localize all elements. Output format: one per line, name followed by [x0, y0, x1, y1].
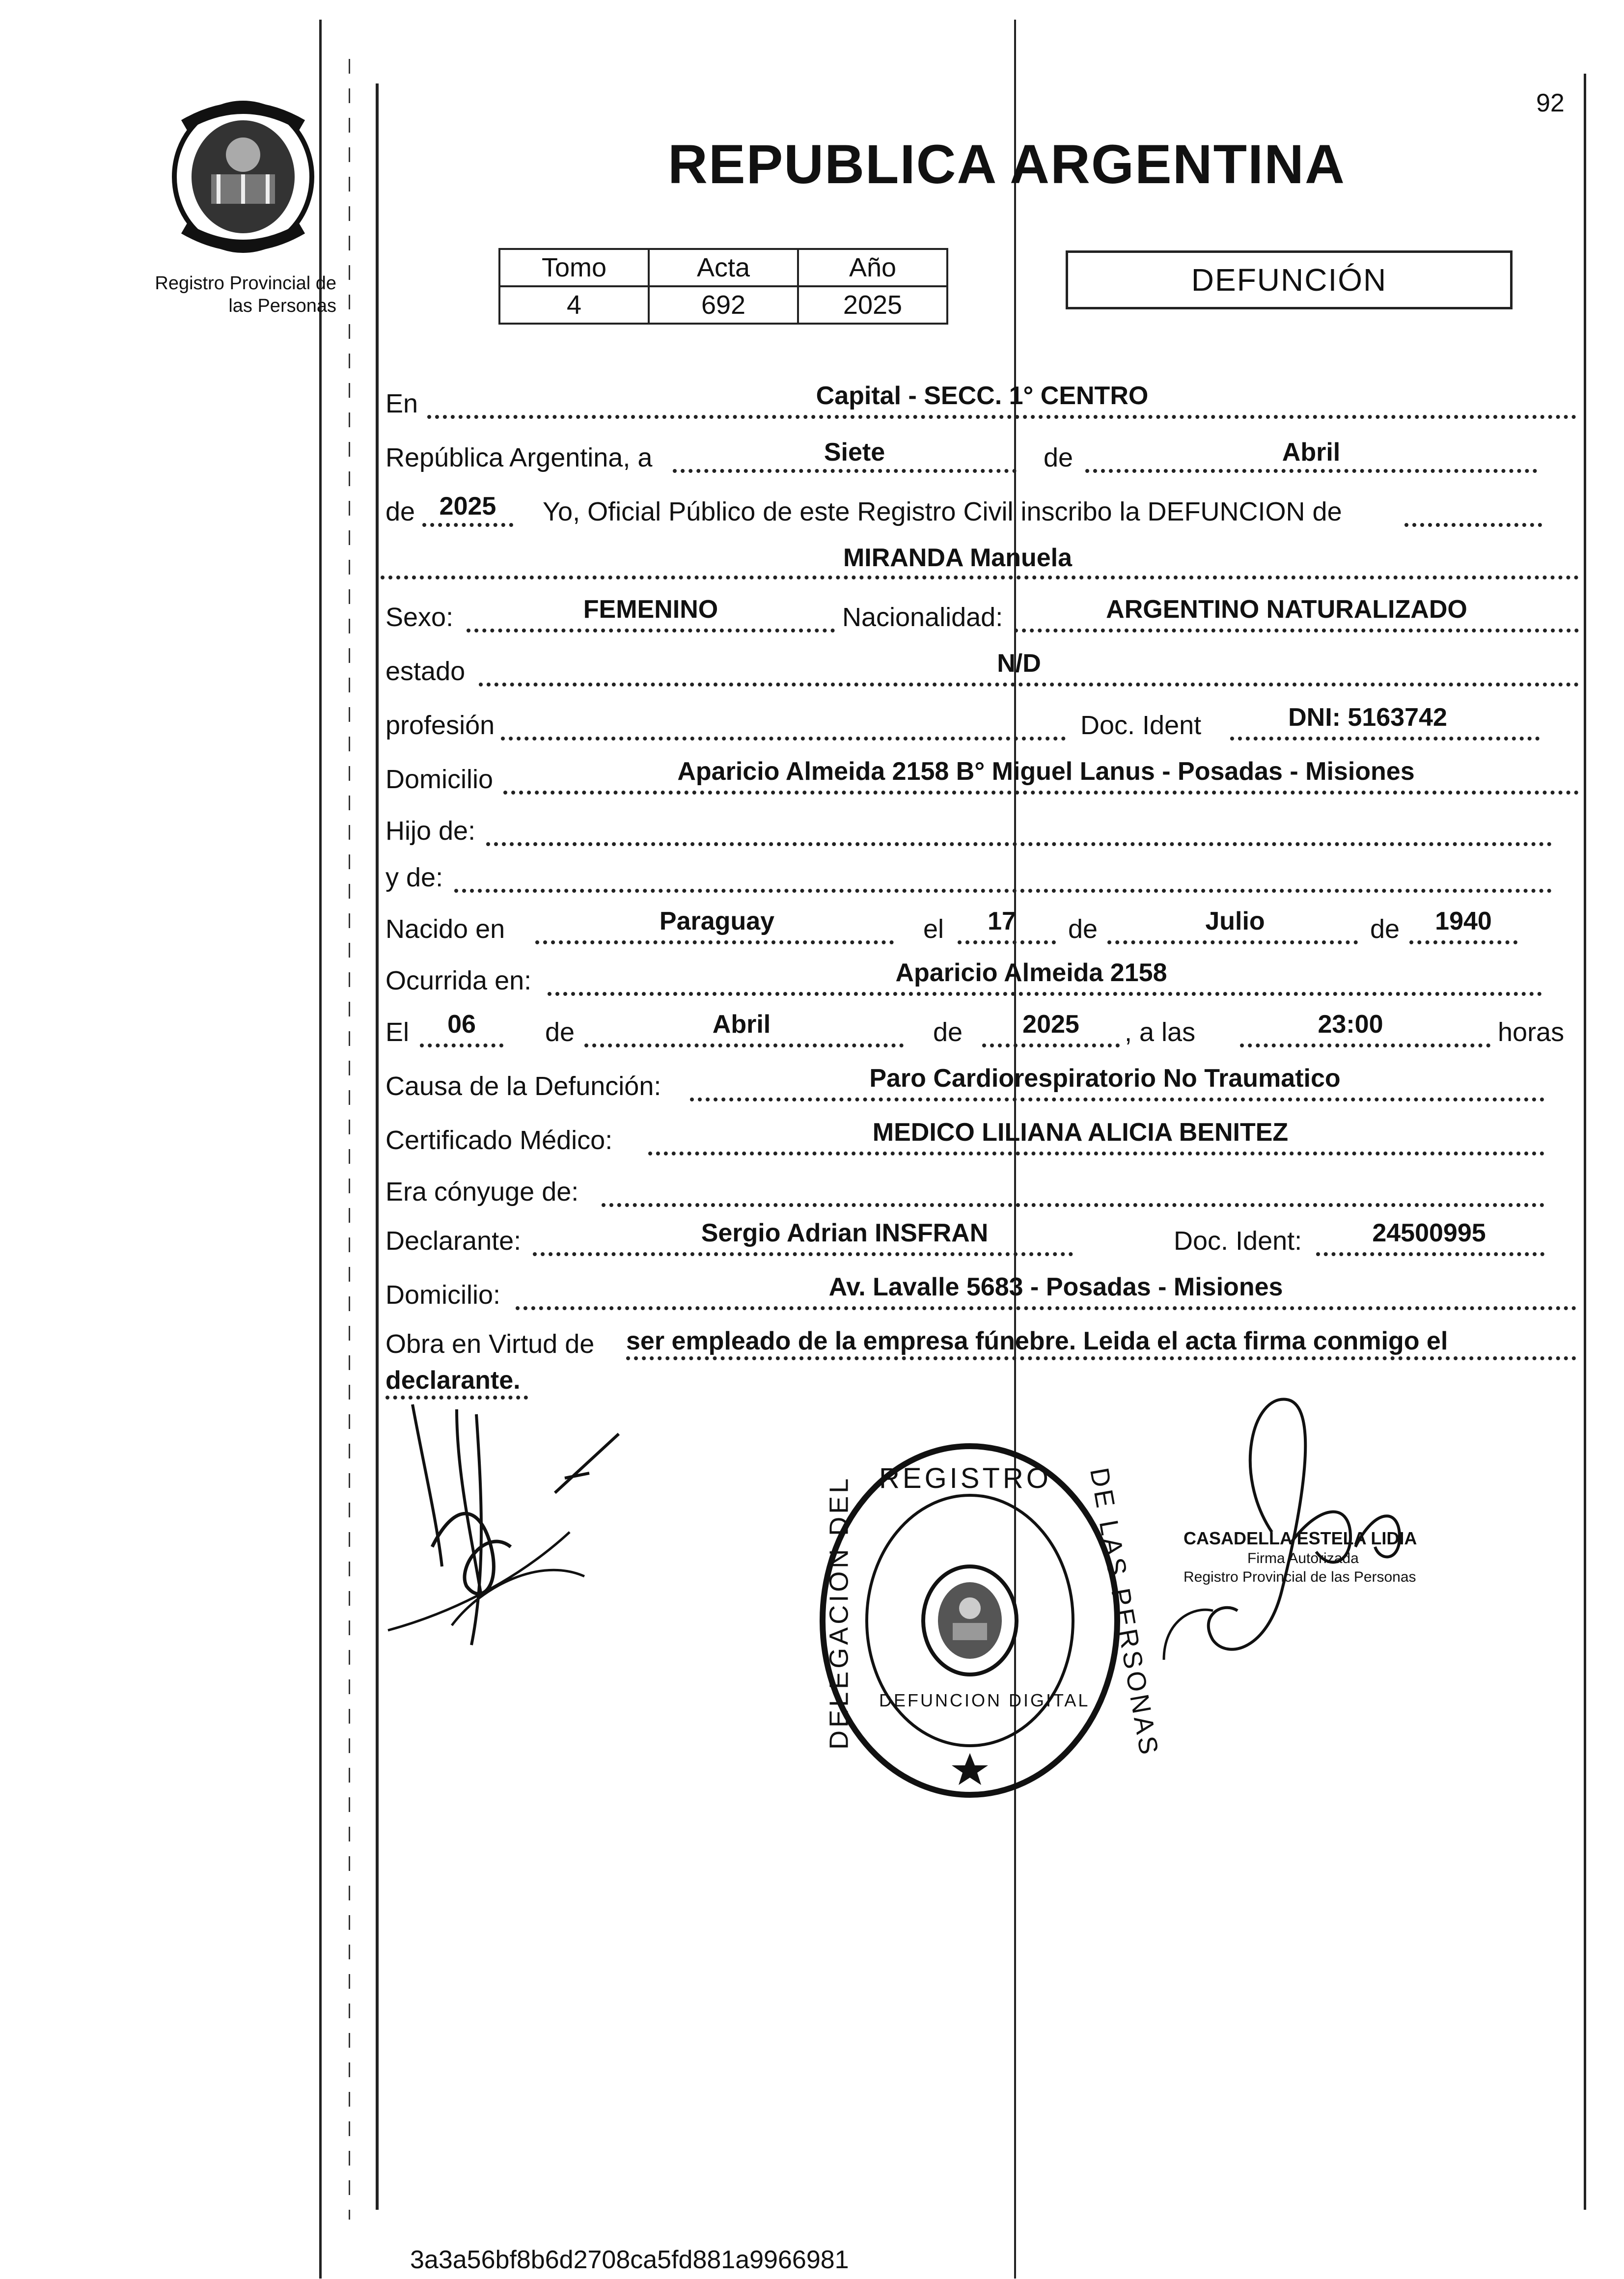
- fecha-def-label: El: [385, 1017, 410, 1047]
- nacido-year: 1940: [1435, 907, 1492, 935]
- certificado-label: Certificado Médico:: [385, 1126, 613, 1155]
- nacido-label: Nacido en: [385, 914, 505, 944]
- obra-cont: declarante.: [385, 1366, 521, 1395]
- domicilio-line: [503, 791, 1579, 795]
- official-stamp-name: CASADELLA ESTELA LIDIA: [1184, 1528, 1417, 1548]
- nombre-line: [381, 576, 1579, 579]
- conyuge-label: Era cónyuge de:: [385, 1177, 579, 1207]
- declarante-line: [533, 1252, 1073, 1256]
- hijo-de-label: Hijo de:: [385, 816, 476, 846]
- seal-bottom-text: DEFUNCION DIGITAL: [879, 1690, 1090, 1710]
- anio-value: 2025: [439, 492, 496, 521]
- profesion-label: profesión: [385, 711, 495, 740]
- obra-line: [626, 1356, 1576, 1360]
- fecha-de-label: de: [1044, 443, 1073, 472]
- nacido-el-label: el: [923, 914, 944, 944]
- seal-right-text: DE LAS PERSONAS: [1084, 1465, 1164, 1759]
- profesion-line: [501, 737, 1066, 741]
- domicilio-decl-label: Domicilio:: [385, 1280, 501, 1310]
- record-header-acta: Acta: [649, 249, 798, 286]
- record-value-anio: 2025: [798, 286, 947, 324]
- nacido-day-line: [958, 940, 1056, 944]
- fecha-def-de-label2: de: [933, 1017, 963, 1047]
- anio-trailing-line: [1404, 523, 1542, 527]
- record-type-box: [1066, 250, 1513, 309]
- doc-ident-line: [1230, 737, 1540, 741]
- hijo-de-line: [486, 842, 1552, 846]
- record-value-acta: 692: [649, 286, 798, 324]
- official-stamp-office: Registro Provincial de las Personas: [1184, 1568, 1416, 1585]
- y-de-line: [454, 889, 1552, 893]
- ocurrida-value: Aparicio Almeida 2158: [895, 959, 1167, 987]
- fecha-day: Siete: [824, 438, 885, 467]
- estado-value: N/D: [997, 649, 1041, 678]
- fecha-def-a-las-label: , a las: [1125, 1017, 1196, 1047]
- record-type: DEFUNCIÓN: [1191, 262, 1387, 298]
- anio-line: [422, 523, 513, 527]
- fecha-def-day-line: [420, 1043, 503, 1047]
- fecha-def-time: 23:00: [1318, 1010, 1383, 1039]
- causa-label: Causa de la Defunción:: [385, 1071, 661, 1101]
- domicilio-decl-value: Av. Lavalle 5683 - Posadas - Misiones: [828, 1273, 1283, 1301]
- nacido-de-label2: de: [1370, 914, 1400, 944]
- form-right-border: [1584, 74, 1586, 2210]
- obra-label: Obra en Virtud de: [385, 1329, 595, 1359]
- obra-cont-line: [385, 1396, 528, 1400]
- record-header-anio: Año: [798, 249, 947, 286]
- nacido-month: Julio: [1205, 907, 1265, 935]
- logo-caption-line2: las Personas: [228, 295, 336, 316]
- fecha-def-time-line: [1240, 1043, 1490, 1047]
- scan-fold-line: [1014, 20, 1016, 2279]
- declarante-doc-value: 24500995: [1372, 1219, 1486, 1247]
- declarante-label: Declarante:: [385, 1226, 522, 1256]
- fecha-def-year: 2025: [1022, 1010, 1079, 1039]
- en-label: En: [385, 389, 418, 418]
- record-header-tomo: Tomo: [499, 249, 649, 286]
- anio-text: Yo, Oficial Público de este Registro Civil inscribo la DEFUNCION de: [543, 497, 1342, 526]
- domicilio-value: Aparicio Almeida 2158 B° Miguel Lanus - Posadas - Misiones: [677, 757, 1415, 786]
- domicilio-decl-line: [516, 1306, 1576, 1310]
- document-hash: 3a3a56bf8b6d2708ca5fd881a9966981: [410, 2246, 849, 2274]
- logo-caption-line1: Registro Provincial de: [155, 273, 336, 294]
- record-value-tomo: 4: [499, 286, 649, 324]
- fecha-def-month: Abril: [712, 1010, 771, 1039]
- fecha-month-line: [1085, 469, 1537, 473]
- declarante-doc-label: Doc. Ident:: [1174, 1226, 1302, 1256]
- certificado-value: MEDICO LILIANA ALICIA BENITEZ: [872, 1118, 1289, 1147]
- declarante-doc-line: [1316, 1252, 1544, 1256]
- nacionalidad-label: Nacionalidad:: [842, 603, 1003, 632]
- doc-ident-label: Doc. Ident: [1080, 711, 1202, 740]
- logo-caption: [150, 273, 336, 317]
- fecha-def-month-line: [584, 1043, 904, 1047]
- seal-top-text: REGISTRO: [879, 1462, 1051, 1494]
- y-de-label: y de:: [385, 863, 443, 892]
- fecha-def-year-line: [982, 1043, 1120, 1047]
- declarante-value: Sergio Adrian INSFRAN: [701, 1219, 989, 1247]
- declarant-signature-mark: [550, 1424, 624, 1498]
- fecha-def-de-label1: de: [545, 1017, 575, 1047]
- nacido-day: 17: [988, 907, 1016, 935]
- document-title: REPUBLICA ARGENTINA: [668, 134, 1346, 195]
- ocurrida-line: [548, 992, 1542, 996]
- doc-ident-value: DNI: 5163742: [1288, 703, 1447, 732]
- sexo-label: Sexo:: [385, 603, 454, 632]
- official-stamp: [1184, 1527, 1417, 1586]
- causa-value: Paro Cardiorespiratorio No Traumatico: [869, 1064, 1341, 1093]
- decedent-name: MIRANDA Manuela: [843, 544, 1073, 572]
- sexo-line: [467, 629, 835, 632]
- left-margin-line: [319, 20, 322, 2279]
- nacido-place-line: [535, 940, 894, 944]
- causa-line: [690, 1098, 1544, 1101]
- obra-value: ser empleado de la empresa fúnebre. Leida el acta firma conmigo el: [626, 1327, 1448, 1355]
- nacionalidad-value: ARGENTINO NATURALIZADO: [1106, 595, 1467, 624]
- domicilio-label: Domicilio: [385, 765, 494, 794]
- nacido-month-line: [1107, 940, 1358, 944]
- province-seal-logo: [165, 96, 322, 258]
- en-line: [427, 415, 1576, 419]
- conyuge-line: [602, 1203, 1544, 1207]
- record-table: [498, 248, 948, 325]
- nacido-year-line: [1409, 940, 1517, 944]
- nacido-de-label1: de: [1068, 914, 1098, 944]
- fecha-month: Abril: [1282, 438, 1341, 467]
- estado-label: estado: [385, 657, 466, 686]
- certificado-line: [648, 1152, 1544, 1155]
- fecha-def-day: 06: [447, 1010, 476, 1039]
- fecha-day-line: [673, 469, 1017, 473]
- estado-line: [479, 683, 1579, 686]
- anio-de-label: de: [385, 497, 415, 526]
- page-number: 92: [1536, 89, 1565, 117]
- seal-left-text: DELEGACION DEL: [824, 1475, 854, 1750]
- official-stamp-role: Firma Autorizada: [1247, 1550, 1359, 1566]
- left-margin-dashed-line: [349, 59, 350, 2220]
- fecha-label: República Argentina, a: [385, 443, 653, 472]
- form-left-border: [376, 83, 379, 2210]
- sexo-value: FEMENINO: [583, 595, 718, 624]
- en-value: Capital - SECC. 1° CENTRO: [816, 382, 1149, 410]
- fecha-def-horas-label: horas: [1498, 1017, 1565, 1047]
- ocurrida-label: Ocurrida en:: [385, 966, 532, 995]
- nacido-place: Paraguay: [659, 907, 775, 935]
- nacionalidad-line: [1014, 629, 1579, 632]
